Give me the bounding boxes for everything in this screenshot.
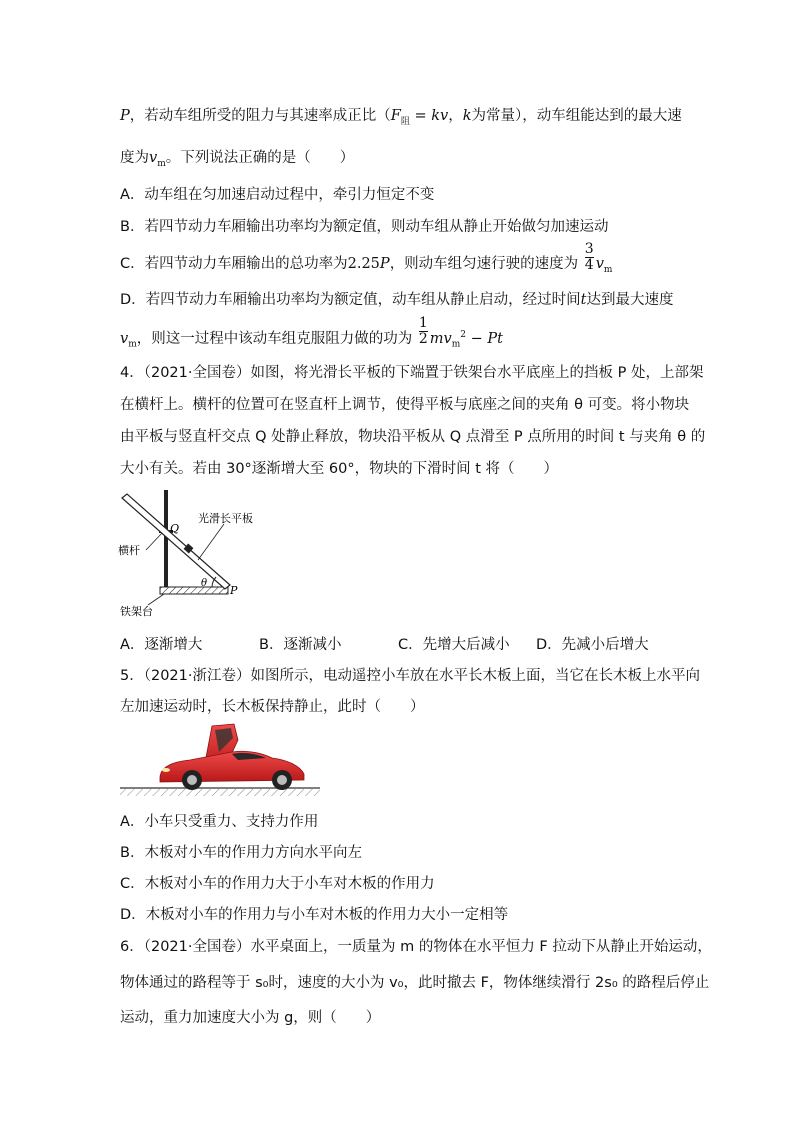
label-Q: Q <box>170 522 180 535</box>
q4-option-b: B．逐渐减小 <box>259 637 342 653</box>
q3-stem-line-2: 度为$v_m$。下列说法正确的是（ ） <box>120 150 355 169</box>
q4-options <box>120 633 680 653</box>
q6-stem-line-2: 物体通过的路程等于 s₀时，速度的大小为 v₀，此时撤去 F，物体继续滑行 2s₀ 的路程后停止 <box>120 975 710 991</box>
q3-option-b: B．若四节动力车厢输出功率均为额定值，则动车组从静止开始做匀加速运动 <box>120 219 609 235</box>
q3-stem-line-1: P，若动车组所受的阻力与其速率成正比（$F_阻$ = kv，k为常量），动车组能达到的最大速 <box>120 108 682 127</box>
q5-option-c: C．木板对小车的作用力大于小车对木板的作用力 <box>120 876 435 892</box>
q4-stem-line-1: 4．（2021·全国卷）如图，将光滑长平板的下端置于铁架台水平底座上的挡板 P 处，上部架 <box>120 365 704 381</box>
toy-car-figure <box>120 718 320 800</box>
label-crossbar: 横杆 <box>118 544 140 557</box>
q5-option-a: A．小车只受重力、支持力作用 <box>120 814 319 830</box>
q3-option-a: A．动车组在匀加速启动过程中，牵引力恒定不变 <box>120 187 435 203</box>
label-P: P <box>230 584 238 597</box>
q4-option-a: A．逐渐增大 <box>120 637 203 653</box>
q5-option-b: B．木板对小车的作用力方向水平向左 <box>120 845 362 861</box>
q3-option-c: C．若四节动力车厢输出的总功率为2.25P，则动车组匀速行驶的速度为 $\frac{3}{4}$ $v_m$ <box>120 240 613 275</box>
q5-option-d: D．木板对小车的作用力与小车对木板的作用力大小一定相等 <box>120 907 509 923</box>
q6-stem-line-3: 运动，重力加速度大小为 g，则（ ） <box>120 1010 381 1026</box>
q5-stem-line-2: 左加速运动时，长木板保持静止，此时（ ） <box>120 699 425 715</box>
smooth-board <box>122 494 230 589</box>
q6-stem-line-1: 6．（2021·全国卷）水平桌面上，一质量为 m 的物体在水平恒力 F 拉动下从静止开始运动， <box>120 939 712 955</box>
q4-option-d: D．先减小后增大 <box>536 637 649 653</box>
q4-option-c: C．先增大后减小 <box>398 637 510 653</box>
label-theta: θ <box>201 578 208 589</box>
q4-stem-line-4: 大小有关。若由 30°逐渐增大至 60°，物块的下滑时间 t 将（ ） <box>120 461 559 477</box>
stand-base <box>160 587 228 594</box>
q4-stem-line-2: 在横杆上。横杆的位置可在竖直杆上调节，使得平板与底座之间的夹角 θ 可变。将小物块 <box>120 397 690 413</box>
incline-apparatus-figure <box>112 488 262 620</box>
q3-option-d-line-2: $v_m$，则这一过程中该动车组克服阻力做的功为 $\frac{1}{2}$ $mv_m^2 - Pt$ <box>120 315 503 350</box>
q5-stem-line-1: 5．（2021·浙江卷）如图所示，电动遥控小车放在水平长木板上面，当它在长木板上水平向 <box>120 668 700 684</box>
q4-stem-line-3: 由平板与竖直杆交点 Q 处静止释放，物块沿平板从 Q 点滑至 P 点所用的时间 t 与夹角 θ 的 <box>120 429 706 445</box>
q3-option-d-line-1: D．若四节动力车厢输出功率均为额定值，动车组从静止启动，经过时间t达到最大速度 <box>120 292 674 308</box>
label-stand: 铁架台 <box>120 605 153 618</box>
label-board: 光滑长平板 <box>198 512 253 525</box>
